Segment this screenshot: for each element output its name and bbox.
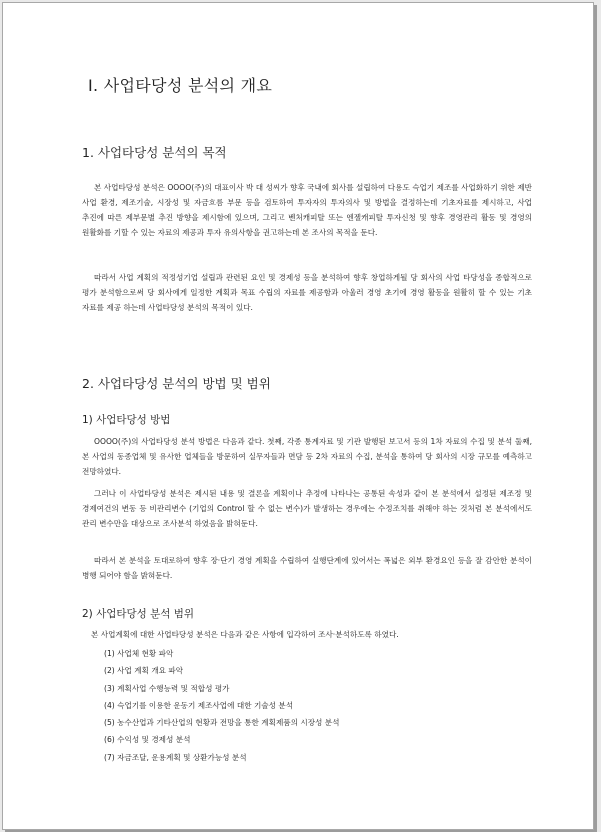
list-item: (4) 슥업기를 이용한 운동기 제조사업에 대한 기술성 분석 [104, 700, 294, 710]
document-page [2, 2, 594, 830]
scope-intro: 본 사업계획에 대한 사업타당성 분석은 다음과 같은 사항에 입각하여 조사·분석하도록 하였다. [91, 630, 399, 639]
list-item: (1) 사업체 현황 파악 [104, 649, 174, 658]
section-2-heading: 2. 사업타당성 분석의 방법 및 범위 [82, 376, 271, 391]
document-title: Ⅰ. 사업타당성 분석의 개요 [88, 76, 273, 95]
method-paragraph-3: 따라서 본 분석을 토대로하여 향후 장·단기 경영 계획을 수립하여 실행단계에 있어서는 폭넓은 외부 환경요인 등을 잘 감안한 분석이 병행 되어야 함을 밝혀둔다. [82, 556, 532, 580]
list-item: (2) 사업 계획 개요 파악 [104, 666, 184, 676]
list-item: (5) 농수산업과 기타산업의 현황과 전망을 통한 계획제품의 시장성 분석 [104, 718, 340, 728]
method-paragraph-1: OOOO(주)의 사업타당성 분석 방법은 다음과 같다. 첫째, 각종 통계자료 및 기관 발행된 보고서 등의 1차 자료의 수집 및 분석 둘째, 본 사업의 동종업체 및 유사한 업체들을 방문하여 실무자들과 면담 등 2차 자료의 수집, 분석을 통하여 당 회사의 시장 규모를 예측하고 전망하였다. [82, 437, 532, 476]
scope-list [104, 645, 339, 766]
section-1-paragraph-1: 본 사업타당성 분석은 OOOO(주)의 대표이사 박 대 성씨가 향후 국내에 회사를 설립하여 다용도 슥업기 제조를 사업화하기 위한 제반 사업 환경, 제조기술, 시장성 및 자금흐름 부문 등을 검토하여 투자자의 투자의사 및 방법을 결정하는데 기초자료를 제시하고, 사업 추진에 따른 제부문별 추진 방향을 제시함에 있으며, 그리고 벤처캐피탈 또는 엔젤캐피탈 투자신청 및 향후 경영관리 활동 및 경영의 원활화를 기할 수 있는 자료의 제공과 투자 유의사항을 권고하는데 본 조사의 목적을 둔다. [82, 183, 532, 237]
subsection-method-heading: 1) 사업타당성 방법 [82, 414, 171, 426]
list-item: (6) 수익성 및 경제성 분석 [104, 735, 191, 745]
list-item: (3) 계획사업 수행능력 및 적합성 평가 [104, 683, 230, 693]
section-1-paragraph-2: 따라서 사업 계획의 적정성기업 설립과 관련된 요인 및 경제성 등을 분석하여 향후 창업하게될 당 회사의 사업 타당성을 종합적으로 평가 분석함으로써 당 회사에게 일정한 계획과 목표 수립의 자료를 제공함과 아울러 경영 초기에 경영 활동을 원활히 할 수 있는 기초 자료를 제공 하는데 사업타당성 분석의 목적이 있다. [82, 273, 532, 312]
section-1-heading: 1. 사업타당성 분석의 목적 [82, 145, 227, 160]
method-paragraph-2: 그러나 이 사업타당성 분석은 제시된 내용 및 결론을 계획이나 추정에 나타나는 공통된 속성과 같이 본 분석에서 설정된 제조정 및 경제여건의 변동 등 비관리변수 (기업의 Control 할 수 없는 변수)가 발생하는 경우에는 수정조치를 취해야 하는 것처럼 본 분석에서도 관리 변수만을 대상으로 조사분석 하였음을 밝혀둔다. [82, 489, 532, 528]
subsection-scope-heading: 2) 사업타당성 분석 범위 [82, 608, 195, 620]
list-item: (7) 자금조달, 운용계획 및 상환가능성 분석 [104, 752, 247, 762]
